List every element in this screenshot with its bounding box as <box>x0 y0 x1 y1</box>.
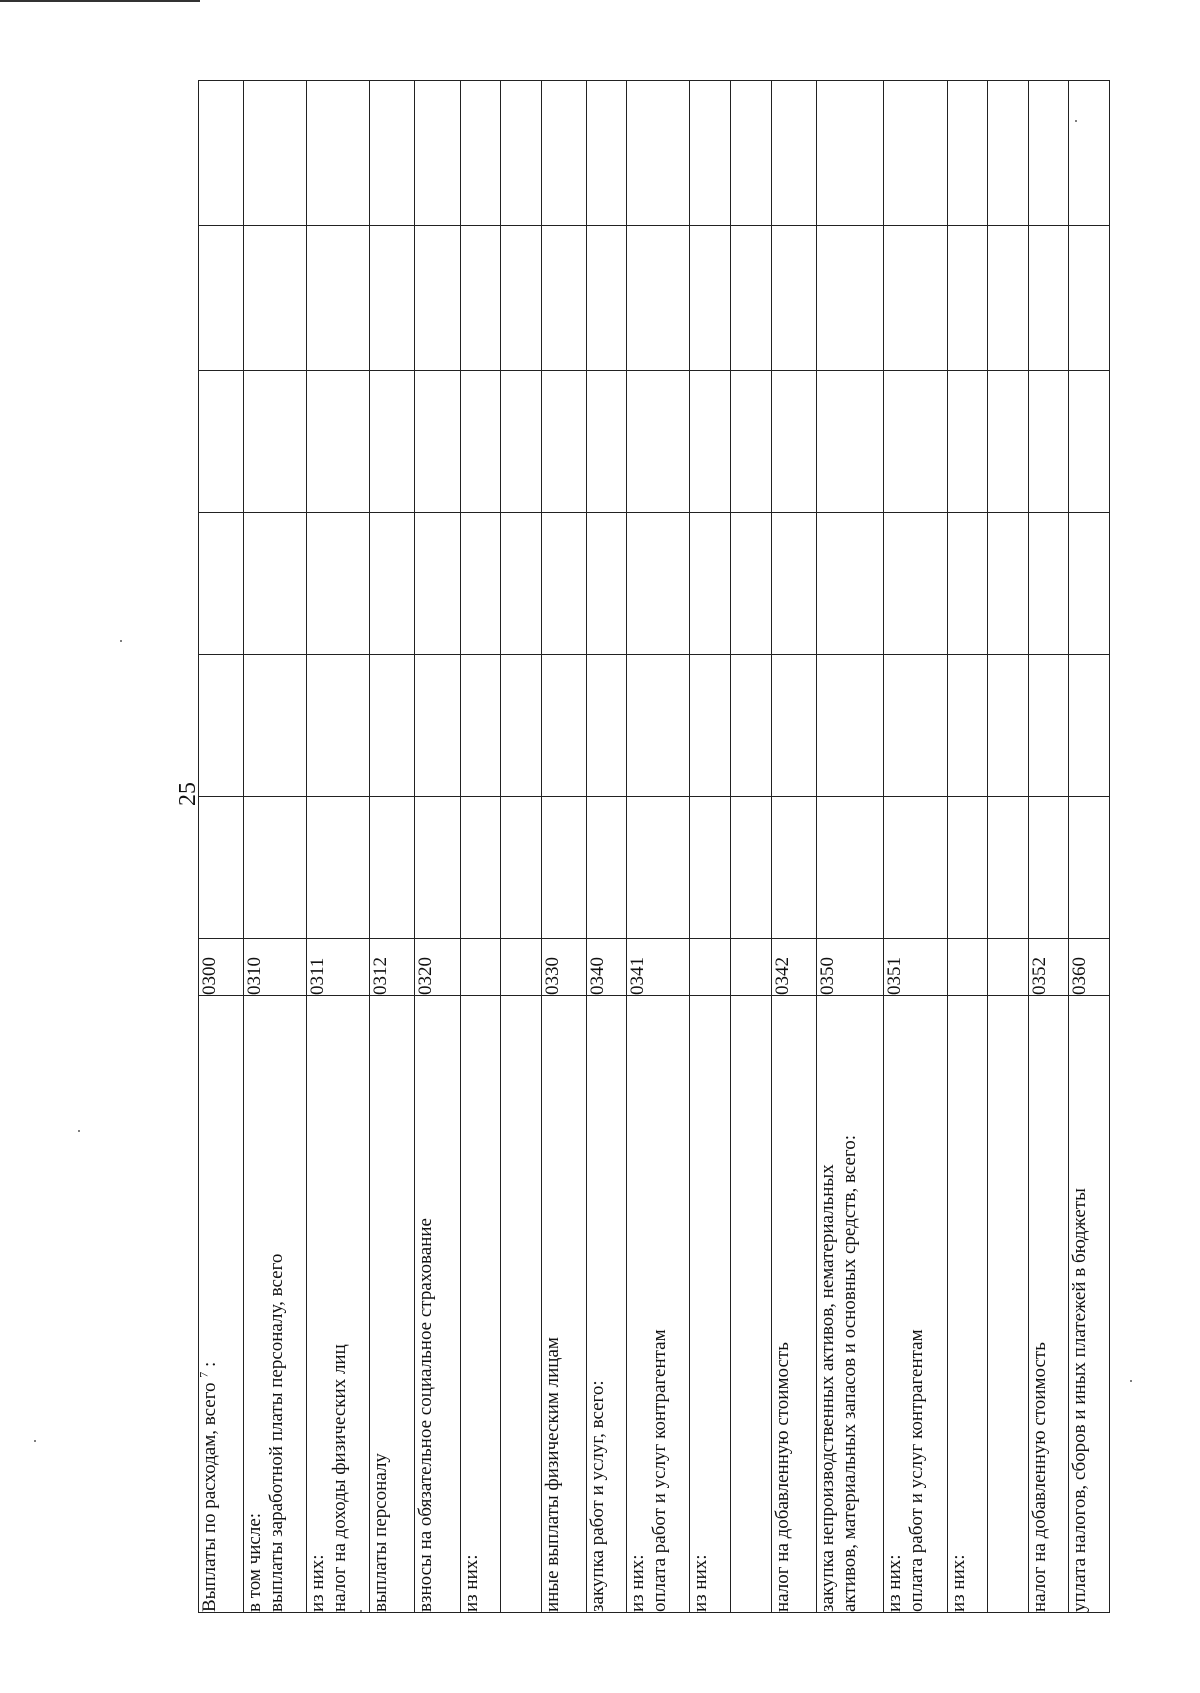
value-cell[interactable] <box>627 371 690 513</box>
table-row <box>460 81 501 1613</box>
row-code <box>947 939 988 996</box>
value-cell[interactable] <box>627 226 690 371</box>
row-code: 0300 <box>199 939 244 996</box>
value-cell[interactable] <box>884 226 947 371</box>
row-label-cell <box>771 996 816 1613</box>
table-row <box>884 81 947 1613</box>
value-cell[interactable] <box>541 797 586 939</box>
value-cell[interactable] <box>370 655 415 797</box>
value-cell[interactable] <box>501 513 542 655</box>
value-cell[interactable] <box>415 371 460 513</box>
table-row <box>415 81 460 1613</box>
value-cell[interactable] <box>884 797 947 939</box>
row-label-cell <box>196 996 244 1613</box>
value-cell[interactable] <box>501 226 542 371</box>
row-code: 0350 <box>816 939 884 996</box>
value-cell[interactable] <box>1069 226 1110 371</box>
row-code: 0360 <box>1069 939 1110 996</box>
value-cell[interactable] <box>541 371 586 513</box>
row-label-cell <box>947 996 988 1613</box>
value-cell[interactable] <box>586 513 627 655</box>
row-label: из них: <box>947 1554 969 1612</box>
value-cell[interactable] <box>690 226 731 371</box>
value-cell[interactable] <box>307 371 370 513</box>
table-row <box>731 81 772 1613</box>
value-cell[interactable] <box>947 226 988 371</box>
value-cell[interactable] <box>541 655 586 797</box>
row-code: 0310 <box>244 939 307 996</box>
row-label: иные выплаты физическим лицам <box>541 1337 563 1612</box>
row-label: оплата работ и услуг контрагентам <box>906 1329 928 1612</box>
row-code: 0341 <box>627 939 690 996</box>
row-label-cell <box>370 996 415 1613</box>
value-cell[interactable] <box>771 797 816 939</box>
value-cell[interactable] <box>771 81 816 226</box>
value-cell[interactable] <box>415 797 460 939</box>
row-code <box>988 939 1029 996</box>
value-cell[interactable] <box>370 797 415 939</box>
value-cell[interactable] <box>627 81 690 226</box>
value-cell[interactable] <box>501 655 542 797</box>
value-cell[interactable] <box>731 655 772 797</box>
value-cell[interactable] <box>307 655 370 797</box>
row-label-cell <box>884 996 947 1613</box>
row-label: оплата работ и услуг контрагентам <box>649 1329 671 1612</box>
row-label: из них: <box>307 1554 329 1612</box>
row-label-cell <box>415 996 460 1613</box>
table-row <box>370 81 415 1613</box>
value-cell[interactable] <box>586 655 627 797</box>
value-cell[interactable] <box>1069 655 1110 797</box>
value-cell[interactable] <box>307 513 370 655</box>
value-cell[interactable] <box>244 655 307 797</box>
value-cell[interactable] <box>1069 797 1110 939</box>
value-cell[interactable] <box>415 655 460 797</box>
value-cell[interactable] <box>460 797 501 939</box>
value-cell[interactable] <box>884 513 947 655</box>
value-cell[interactable] <box>541 513 586 655</box>
row-label: налог на добавленную стоимость <box>1028 1342 1050 1612</box>
expenses-table-rotated <box>198 81 1110 1613</box>
value-cell[interactable] <box>690 513 731 655</box>
value-cell[interactable] <box>199 513 244 655</box>
value-cell[interactable] <box>415 513 460 655</box>
value-cell[interactable] <box>884 81 947 226</box>
table-row <box>947 81 988 1613</box>
value-cell[interactable] <box>586 226 627 371</box>
value-cell[interactable] <box>1069 513 1110 655</box>
value-cell[interactable] <box>947 655 988 797</box>
value-cell[interactable] <box>370 226 415 371</box>
row-label: из них: <box>884 1554 906 1612</box>
value-cell[interactable] <box>1069 371 1110 513</box>
value-cell[interactable] <box>460 513 501 655</box>
value-cell[interactable] <box>460 226 501 371</box>
table-row <box>307 81 370 1613</box>
value-cell[interactable] <box>884 655 947 797</box>
value-cell[interactable] <box>501 797 542 939</box>
row-label-cell <box>586 996 627 1613</box>
value-cell[interactable] <box>370 81 415 226</box>
row-label-cell <box>627 996 690 1613</box>
value-cell[interactable] <box>1028 371 1069 513</box>
row-code: 0311 <box>307 939 370 996</box>
row-label: в том числе: <box>244 1512 266 1612</box>
value-cell[interactable] <box>816 797 884 939</box>
row-code: 0352 <box>1028 939 1069 996</box>
row-label: выплаты заработной платы персоналу, всего <box>266 1253 288 1612</box>
value-cell[interactable] <box>541 81 586 226</box>
value-cell[interactable] <box>690 81 731 226</box>
row-label: налог на доходы физических лиц <box>329 1344 351 1612</box>
value-cell[interactable] <box>1028 81 1069 226</box>
row-code <box>690 939 731 996</box>
row-label-cell <box>460 996 501 1613</box>
row-code: 0320 <box>415 939 460 996</box>
value-cell[interactable] <box>415 81 460 226</box>
value-cell[interactable] <box>988 371 1029 513</box>
row-label-cell <box>816 996 884 1613</box>
value-cell[interactable] <box>244 371 307 513</box>
row-code <box>731 939 772 996</box>
scan-speck <box>34 1440 36 1442</box>
value-cell[interactable] <box>988 655 1029 797</box>
table-row <box>771 81 816 1613</box>
value-cell[interactable] <box>988 513 1029 655</box>
row-label-cell <box>1069 996 1110 1613</box>
value-cell[interactable] <box>307 81 370 226</box>
value-cell[interactable] <box>244 797 307 939</box>
value-cell[interactable] <box>586 81 627 226</box>
value-cell[interactable] <box>1028 655 1069 797</box>
row-code: 0330 <box>541 939 586 996</box>
value-cell[interactable] <box>1028 226 1069 371</box>
value-cell[interactable] <box>690 797 731 939</box>
row-code <box>501 939 542 996</box>
table-row <box>1069 81 1110 1613</box>
value-cell[interactable] <box>947 797 988 939</box>
value-cell[interactable] <box>988 797 1029 939</box>
value-cell[interactable] <box>1069 81 1110 226</box>
value-cell[interactable] <box>199 797 244 939</box>
value-cell[interactable] <box>460 371 501 513</box>
expenses-table <box>198 80 1110 1613</box>
row-label-cell <box>988 996 1029 1613</box>
value-cell[interactable] <box>731 226 772 371</box>
table-row <box>816 81 884 1613</box>
scan-edge <box>0 0 200 2</box>
row-label: налог на добавленную стоимость <box>771 1342 793 1612</box>
row-label: закупка непроизводственных активов, нематериальных <box>816 1164 838 1612</box>
table-row <box>1028 81 1069 1613</box>
row-label-suffix: : <box>199 1361 220 1372</box>
row-label: закупка работ и услуг, всего: <box>586 1380 608 1612</box>
value-cell[interactable] <box>244 81 307 226</box>
value-cell[interactable] <box>541 226 586 371</box>
value-cell[interactable] <box>627 655 690 797</box>
value-cell[interactable] <box>1028 797 1069 939</box>
value-cell[interactable] <box>244 226 307 371</box>
value-cell[interactable] <box>460 655 501 797</box>
value-cell[interactable] <box>988 81 1029 226</box>
scan-speck <box>1075 120 1077 122</box>
row-label-cell <box>541 996 586 1613</box>
value-cell[interactable] <box>1028 513 1069 655</box>
value-cell[interactable] <box>731 81 772 226</box>
value-cell[interactable] <box>501 371 542 513</box>
table-body <box>196 81 1110 1613</box>
value-cell[interactable] <box>244 513 307 655</box>
value-cell[interactable] <box>731 797 772 939</box>
row-label: из них: <box>627 1554 649 1612</box>
scan-speck <box>360 1610 362 1612</box>
value-cell[interactable] <box>199 655 244 797</box>
row-label: взносы на обязательное социальное страхование <box>415 1218 437 1612</box>
value-cell[interactable] <box>627 797 690 939</box>
value-cell[interactable] <box>690 655 731 797</box>
row-code: 0340 <box>586 939 627 996</box>
row-code: 0351 <box>884 939 947 996</box>
value-cell[interactable] <box>586 797 627 939</box>
row-code: 0342 <box>771 939 816 996</box>
row-label-cell <box>307 996 370 1613</box>
scan-speck <box>78 1130 80 1132</box>
value-cell[interactable] <box>370 371 415 513</box>
scan-speck <box>1130 1380 1132 1382</box>
footnote-marker: 7 <box>196 1371 211 1378</box>
page-number: 25 <box>175 782 201 806</box>
row-label: активов, материальных запасов и основных средств, всего: <box>838 1134 860 1612</box>
table-row <box>988 81 1029 1613</box>
value-cell[interactable] <box>816 655 884 797</box>
value-cell[interactable] <box>199 371 244 513</box>
value-cell[interactable] <box>947 81 988 226</box>
value-cell[interactable] <box>460 81 501 226</box>
row-label: из них: <box>690 1554 712 1612</box>
value-cell[interactable] <box>501 81 542 226</box>
row-label-cell <box>501 996 542 1613</box>
row-label-cell <box>1028 996 1069 1613</box>
value-cell[interactable] <box>816 226 884 371</box>
row-label-cell <box>731 996 772 1613</box>
value-cell[interactable] <box>307 797 370 939</box>
value-cell[interactable] <box>884 371 947 513</box>
value-cell[interactable] <box>771 226 816 371</box>
value-cell[interactable] <box>690 371 731 513</box>
row-label: выплаты персоналу <box>370 1453 392 1612</box>
table-row <box>690 81 731 1613</box>
scan-speck <box>120 640 122 642</box>
table-row <box>541 81 586 1613</box>
value-cell[interactable] <box>586 371 627 513</box>
value-cell[interactable] <box>816 81 884 226</box>
row-label: из них: <box>460 1554 482 1612</box>
row-label-cell <box>690 996 731 1613</box>
table-row <box>244 81 307 1613</box>
value-cell[interactable] <box>771 371 816 513</box>
table-row <box>627 81 690 1613</box>
row-code: 0312 <box>370 939 415 996</box>
value-cell[interactable] <box>415 226 460 371</box>
value-cell[interactable] <box>307 226 370 371</box>
value-cell[interactable] <box>199 81 244 226</box>
value-cell[interactable] <box>370 513 415 655</box>
value-cell[interactable] <box>947 513 988 655</box>
table-row <box>586 81 627 1613</box>
row-label-cell <box>244 996 307 1613</box>
table-row <box>501 81 542 1613</box>
value-cell[interactable] <box>816 371 884 513</box>
value-cell[interactable] <box>988 226 1029 371</box>
value-cell[interactable] <box>771 513 816 655</box>
row-code <box>460 939 501 996</box>
row-label: Выплаты по расходам, всего <box>199 1382 220 1612</box>
value-cell[interactable] <box>731 513 772 655</box>
value-cell[interactable] <box>199 226 244 371</box>
value-cell[interactable] <box>731 371 772 513</box>
row-label: уплата налогов, сборов и иных платежей в бюджеты <box>1069 1188 1091 1612</box>
value-cell[interactable] <box>947 371 988 513</box>
value-cell[interactable] <box>771 655 816 797</box>
table-row <box>199 81 244 1613</box>
value-cell[interactable] <box>816 513 884 655</box>
value-cell[interactable] <box>627 513 690 655</box>
